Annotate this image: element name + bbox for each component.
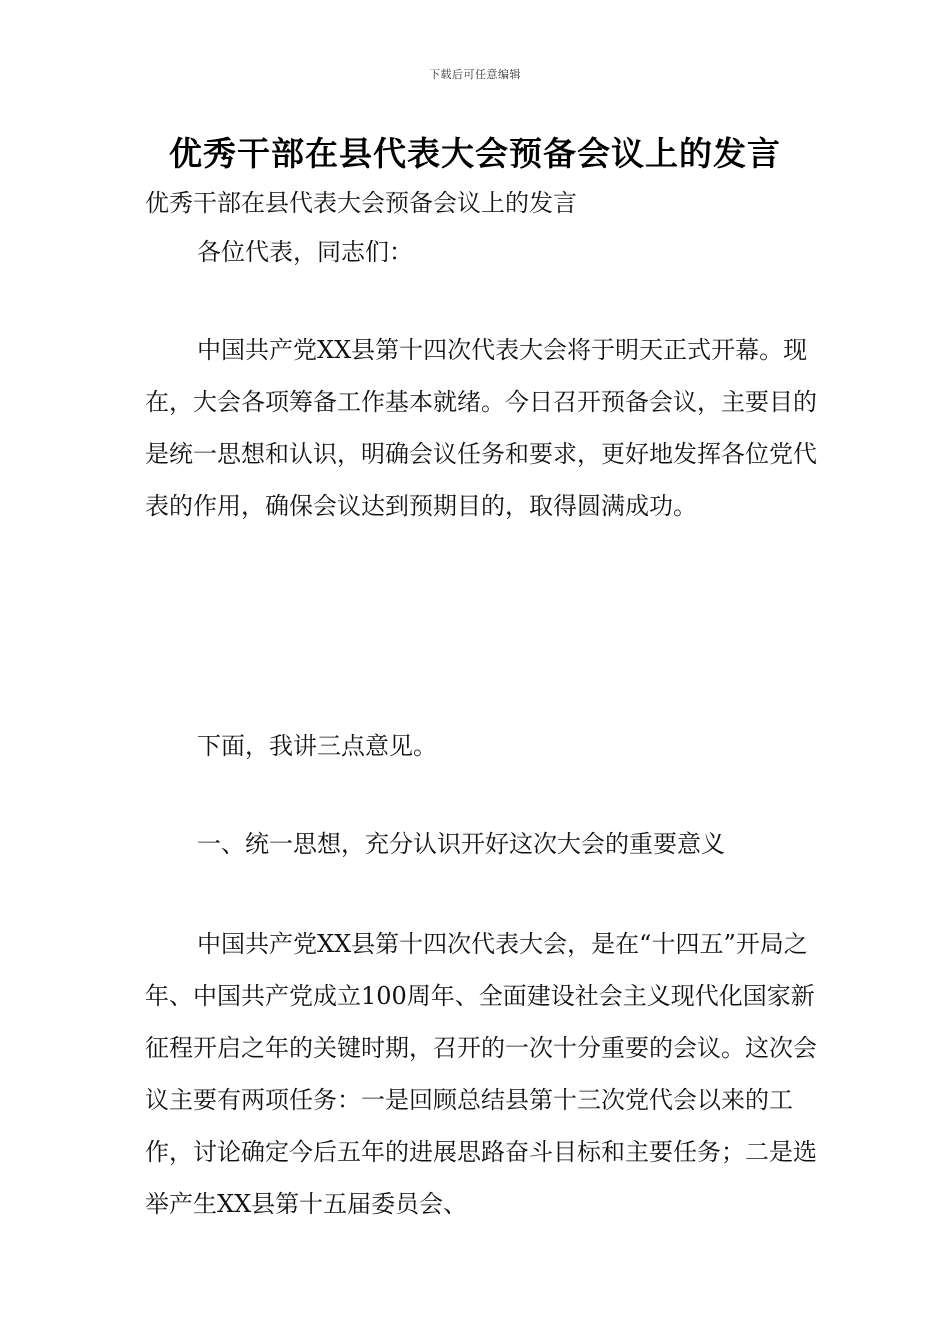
body-paragraph-3: 中国共产党XX县第十四次代表大会，是在“十四五”开局之年、中国共产党成立100周年、全面建设社会主义现代化国家新征程开启之年的关键时期，召开的一次十分重要的会议。这次会议主要有两项任务：一是回顾总结县第十三次党代会以来的工作，讨论确定今后五年的进展思路奋斗目标和主要任务；二是选举产生XX县第十五届委员会、 — [145, 930, 817, 1218]
document-title: 优秀干部在县代表大会预备会议上的发言 — [169, 134, 781, 173]
document-subtitle: 优秀干部在县代表大会预备会议上的发言 — [145, 189, 577, 217]
section-1-heading: 一、统一思想，充分认识开好这次大会的重要意义 — [197, 830, 725, 858]
body-paragraph-1: 中国共产党XX县第十四次代表大会将于明天正式开幕。现在，大会各项筹备工作基本就绪。今日召开预备会议，主要目的是统一思想和认识，明确会议任务和要求，更好地发挥各位党代表的作用，确保会议达到预期目的，取得圆满成功。 — [145, 336, 817, 520]
greeting-paragraph: 各位代表，同志们： — [197, 238, 413, 266]
header-note: 下载后可任意编辑 — [429, 68, 521, 81]
body-paragraph-2: 下面，我讲三点意见。 — [197, 732, 437, 760]
